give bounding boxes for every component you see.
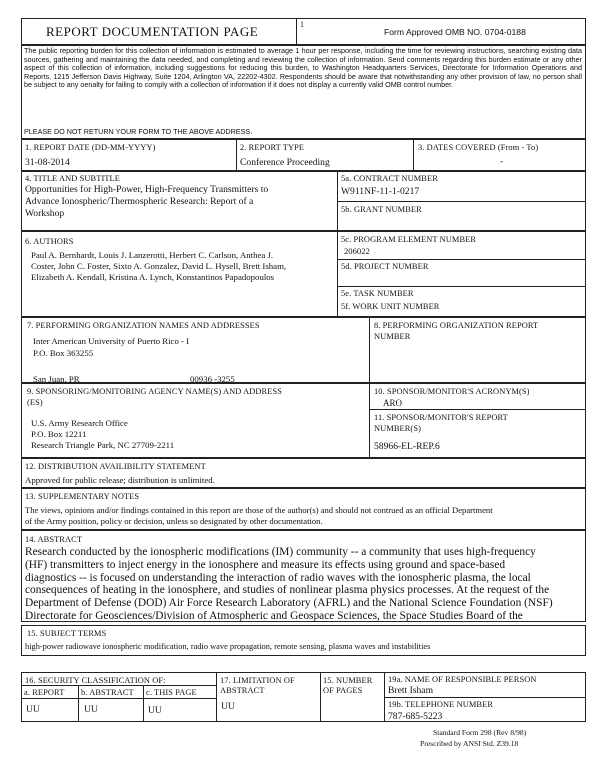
phone-separator (384, 697, 586, 698)
authors-divider (337, 171, 338, 317)
security-page-value: UU (148, 705, 162, 716)
contract-number: W911NF-11-1-0217 (341, 186, 420, 197)
limitation-value: UU (221, 701, 235, 712)
project-separator (337, 259, 586, 260)
abstract-line-1: Research conducted by the ionospheric modifications (IM) community -- a community that uses high-frequency (25, 546, 536, 558)
security-subheader-line (21, 685, 216, 686)
sponsor-label-1: 9. SPONSORING/MONITORING AGENCY NAME(S) AND ADDRESS (27, 387, 282, 396)
security-report-label: a. REPORT (24, 688, 65, 697)
program-element-label: 5c. PROGRAM ELEMENT NUMBER (341, 235, 477, 244)
header-page-number: 1 (300, 20, 304, 29)
author-line-3: Elizabeth A. Kendall, Kristina A. Lynch, Konstantinos Papadopoulos (31, 272, 275, 282)
security-divider-b (143, 685, 144, 722)
limitation-label-2: ABSTRACT (220, 686, 265, 695)
responsible-person-name: Brett Isham (388, 685, 434, 696)
title-line-1: Opportunities for High-Power, High-Frequency Transmitters to (25, 184, 269, 195)
footer-prescribed: Prescribed by ANSI Std. Z39.18 (420, 739, 519, 748)
form-approved: Form Approved OMB NO. 0704-0188 (384, 27, 526, 37)
sponsor-divider (369, 383, 370, 458)
title-label: 4. TITLE AND SUBTITLE (25, 174, 120, 183)
abstract-line-2: (HF) transmitters to inject energy in the ionosphere and measure its effects using ground and space-based (25, 558, 506, 571)
project-number-label: 5d. PROJECT NUMBER (341, 262, 429, 271)
supplementary-line-1: The views, opinions and/or findings contained in this report are those of the author(s) and should not contrued as an official Department (25, 505, 493, 515)
dates-covered-label: 3. DATES COVERED (From - To) (418, 143, 539, 152)
task-number-label: 5e. TASK NUMBER (341, 289, 414, 298)
report-date-label: 1. REPORT DATE (DD-MM-YYYY) (25, 143, 156, 152)
limitation-label-1: 17. LIMITATION OF (220, 676, 295, 685)
author-line-1: Paul A. Bernhardt, Louis J. Lanzerotti, Herbert C. Carlson, Anthea J. (31, 250, 274, 260)
author-line-2: Coster, John C. Foster, Sixto A. Gonzalez, David L. Hysell, Brett Isham, (31, 261, 287, 271)
report-type-label: 2. REPORT TYPE (240, 143, 305, 152)
performing-line-2: P.O. Box 363255 (33, 348, 94, 358)
abstract-line-4: consequences of heating in the ionosphere, and studies of nonlinear plasma physics processes. At the request of the (25, 584, 550, 597)
security-label: 16. SECURITY CLASSIFICATION OF: (25, 676, 166, 685)
abstract-label: 14. ABSTRACT (25, 535, 83, 544)
sponsor-acronym-separator (369, 409, 586, 410)
report-type-value: Conference Proceeding (240, 157, 330, 168)
abstract-line-3: diagnostics -- is focused on understanding the interaction of radio waves with the ionospheric plasma, the local (25, 571, 531, 584)
pages-label-2: OF PAGES (323, 686, 363, 695)
security-values-line (21, 698, 216, 699)
abstract-line-6: Directorate for Geosciences/Division of Atmospheric and Geospace Sciences, the Space Studies Board of the (25, 610, 523, 621)
sponsor-acronym-label: 10. SPONSOR/MONITOR'S ACRONYM(S) (374, 387, 530, 396)
responsible-person-label: 19a. NAME OF RESPONSIBLE PERSON (388, 675, 537, 684)
title-line-2: Advance Ionospheric/Thermospheric Research: Report of a (25, 196, 254, 207)
dates-covered-value: - (500, 156, 504, 167)
abstract-line-5: Department of Defense (DOD) Air Force Research Laboratory (AFRL) and the National Science Foundation (NSF) (25, 597, 553, 610)
security-page-label: c. THIS PAGE (146, 688, 197, 697)
grant-label: 5b. GRANT NUMBER (341, 205, 422, 214)
grant-separator (337, 201, 586, 202)
supplementary-line-2: of the Army position, policy or decision, unless so designated by other documentation. (25, 516, 323, 526)
program-element-number: 206022 (344, 246, 370, 256)
work-unit-label: 5f. WORK UNIT NUMBER (341, 302, 440, 311)
sponsor-report-number: 58966-EL-REP.6 (374, 441, 440, 452)
footer-form-number: Standard Form 298 (Rev 8/98) (433, 728, 527, 737)
sponsor-acronym: ARO (383, 398, 403, 408)
task-separator (337, 286, 586, 287)
performing-divider (369, 317, 370, 383)
supplementary-label: 13. SUPPLEMENTARY NOTES (25, 492, 140, 501)
performing-label: 7. PERFORMING ORGANIZATION NAMES AND ADDRESSES (27, 321, 260, 330)
security-divider-pages (320, 672, 321, 722)
row-dates-divider-2 (413, 139, 414, 171)
program-top-line (337, 231, 586, 232)
performing-report-label-2: NUMBER (374, 332, 411, 341)
authors-top-line (21, 231, 337, 232)
sponsor-report-label-1: 11. SPONSOR/MONITOR'S REPORT (374, 413, 508, 422)
header-divider-1 (296, 18, 297, 45)
abstract-body (25, 546, 583, 621)
subject-text: high-power radiowave ionospheric modification, radio wave propagation, remote sensing, plasma waves and instabilities (25, 642, 431, 651)
security-report-value: UU (26, 704, 40, 715)
security-abstract-label: b. ABSTRACT (81, 688, 134, 697)
performing-report-label-1: 8. PERFORMING ORGANIZATION REPORT (374, 321, 539, 330)
distribution-text: Approved for public release; distribution is unlimited. (25, 475, 215, 485)
performing-line-1: Inter American University of Puerto Rico - I (33, 336, 190, 346)
pages-label-1: 15. NUMBER (323, 676, 373, 685)
burden-warning: PLEASE DO NOT RETURN YOUR FORM TO THE ABOVE ADDRESS. (24, 127, 253, 136)
authors-label: 6. AUTHORS (25, 237, 74, 246)
report-date-value: 31-08-2014 (25, 157, 70, 168)
phone-value: 787-685-5223 (388, 711, 443, 722)
sponsor-line-2: P.O. Box 12211 (31, 429, 87, 439)
distribution-label: 12. DISTRIBUTION AVAILIBILITY STATEMENT (25, 462, 206, 471)
security-abstract-value: UU (84, 704, 98, 715)
sponsor-line-1: U.S. Army Research Office (31, 418, 128, 428)
burden-paragraph: The public reporting burden for this collection of information is estimated to average 1 hour per response, including the time for reviewing instructions, searching existing data sources, gathering and maintaining the data needed, and completing and reviewing the collection of information. Send comments regarding this burden estimate or any other aspect of this collection of information, including suggestions for reducing this burden, to Washington Headquarters Services, Directorate for Information Operations and Reports, 1215 Jefferson Davis Highway, Suite 1204, Arlington VA, 22202-4302. Respondents should be aware that notwithstanding any other provision of law, no person shall be subject to any oenalty for failing to comply with a collection of information if it does not display a currently valid OMB control number. (24, 46, 582, 90)
performing-city: San Juan, PR (33, 374, 80, 384)
security-divider-limitation (216, 672, 217, 722)
performing-zip: 00936 -3255 (190, 374, 235, 384)
row-dates-divider-1 (236, 139, 237, 171)
sponsor-report-label-2: NUMBER(S) (374, 424, 421, 433)
title-line-3: Workshop (25, 208, 65, 219)
subject-label: 15. SUBJECT TERMS (27, 629, 107, 638)
contract-label: 5a. CONTRACT NUMBER (341, 174, 438, 183)
sponsor-line-3: Research Triangle Park, NC 27709-2211 (31, 440, 175, 450)
security-divider-a (78, 685, 79, 722)
phone-label: 19b. TELEPHONE NUMBER (388, 700, 494, 709)
sponsor-label-2: (ES) (27, 398, 43, 407)
form-title: REPORT DOCUMENTATION PAGE (46, 24, 259, 39)
